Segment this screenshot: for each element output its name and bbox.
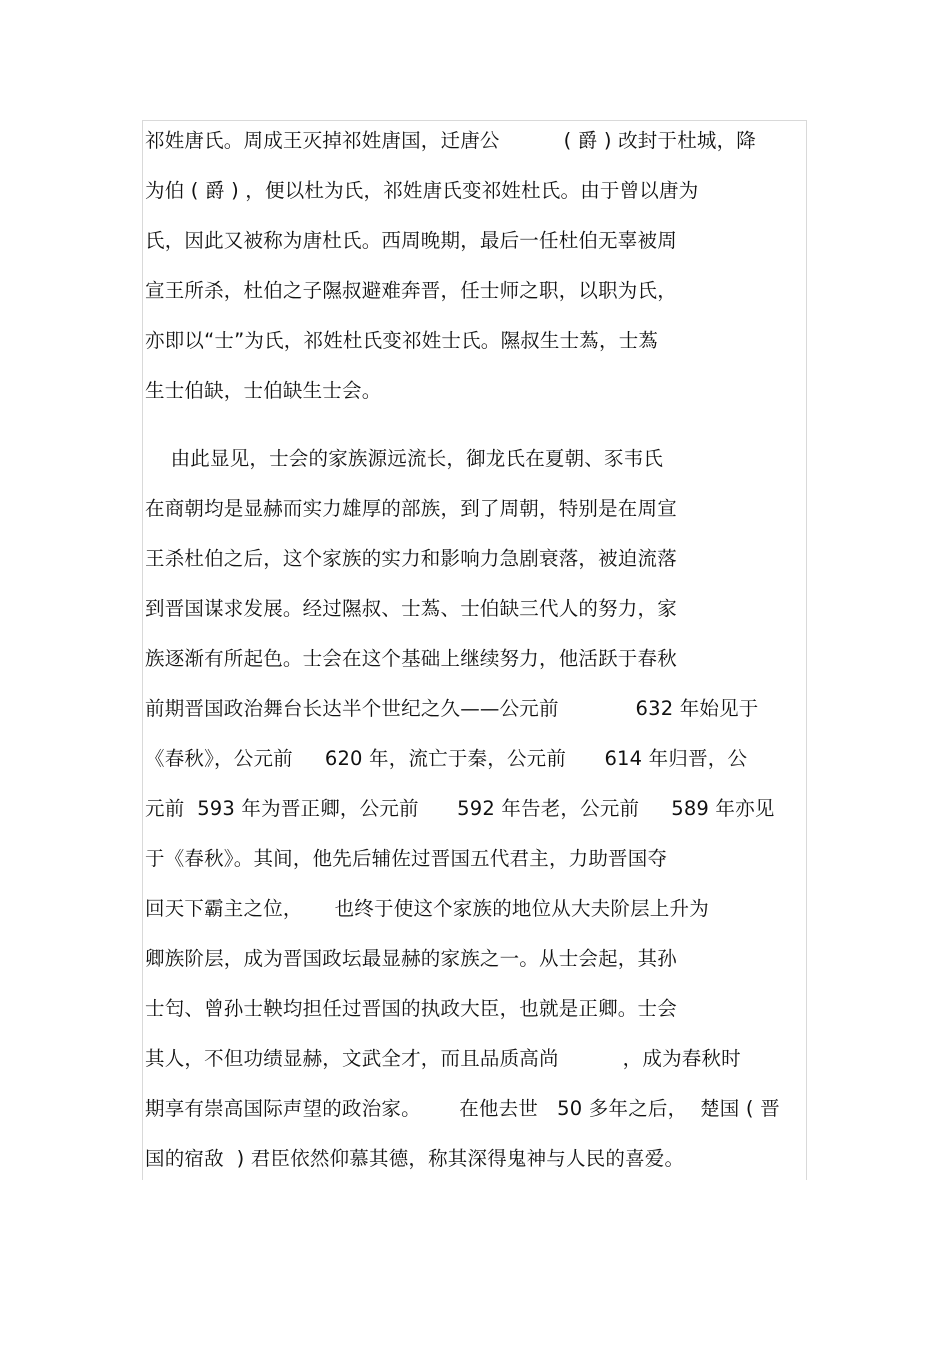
text-line: 祁姓唐氏。周成王灭掉祁姓唐国，迁唐公 ( 爵 ) 改封于杜城，降 xyxy=(145,129,756,152)
text-line: 氏，因此又被称为唐杜氏。西周晚期，最后一任杜伯无辜被周 xyxy=(145,229,677,252)
text-line: 在商朝均是显赫而实力雄厚的部族，到了周朝，特别是在周宣 xyxy=(145,497,677,520)
text-line: 宣王所杀，杜伯之子隰叔避难奔晋，任士师之职，以职为氏， xyxy=(145,279,677,302)
text-line: 到晋国谋求发展。经过隰叔、士蒍、士伯缺三代人的努力，家 xyxy=(145,597,677,620)
text-line: 回天下霸主之位， 也终于使这个家族的地位从大夫阶层上升为 xyxy=(145,897,709,920)
text-line: 亦即以“士”为氏，祁姓杜氏变祁姓士氏。隰叔生士蒍，士蒍 xyxy=(145,329,659,352)
text-line: 于《春秋》。其间，他先后辅佐过晋国五代君主，力助晋国夺 xyxy=(145,847,668,870)
text-line: 士匄、曾孙士鞅均担任过晋国的执政大臣，也就是正卿。士会 xyxy=(145,997,677,1020)
text-line: 族逐渐有所起色。士会在这个基础上继续努力，他活跃于春秋 xyxy=(145,647,677,670)
text-line: 《春秋》，公元前 620 年，流亡于秦，公元前 614 年归晋，公 xyxy=(145,747,748,770)
text-line: 前期晋国政治舞台长达半个世纪之久——公元前 632 年始见于 xyxy=(145,697,759,720)
text-line: 卿族阶层，成为晋国政坛最显赫的家族之一。从士会起，其孙 xyxy=(145,947,677,970)
text-line: 为伯 ( 爵 ) ，便以杜为氏，祁姓唐氏变祁姓杜氏。由于曾以唐为 xyxy=(145,179,699,202)
text-line: 国的宿敌 ) 君臣依然仰慕其德，称其深得鬼神与人民的喜爱。 xyxy=(145,1147,685,1170)
text-line: 期享有崇高国际声望的政治家。 在他去世 50 多年之后， 楚国 ( 晋 xyxy=(145,1097,780,1120)
text-line: 元前 593 年为晋正卿，公元前 592 年告老，公元前 589 年亦见 xyxy=(145,797,775,820)
text-line: 王杀杜伯之后，这个家族的实力和影响力急剧衰落，被迫流落 xyxy=(145,547,677,570)
text-line: 生士伯缺，士伯缺生士会。 xyxy=(145,379,382,402)
text-line: 由此显见，士会的家族源远流长，御龙氏在夏朝、豕韦氏 xyxy=(145,447,664,470)
text-line: 其人，不但功绩显赫，文武全才，而且品质高尚 ，成为春秋时 xyxy=(145,1047,741,1070)
